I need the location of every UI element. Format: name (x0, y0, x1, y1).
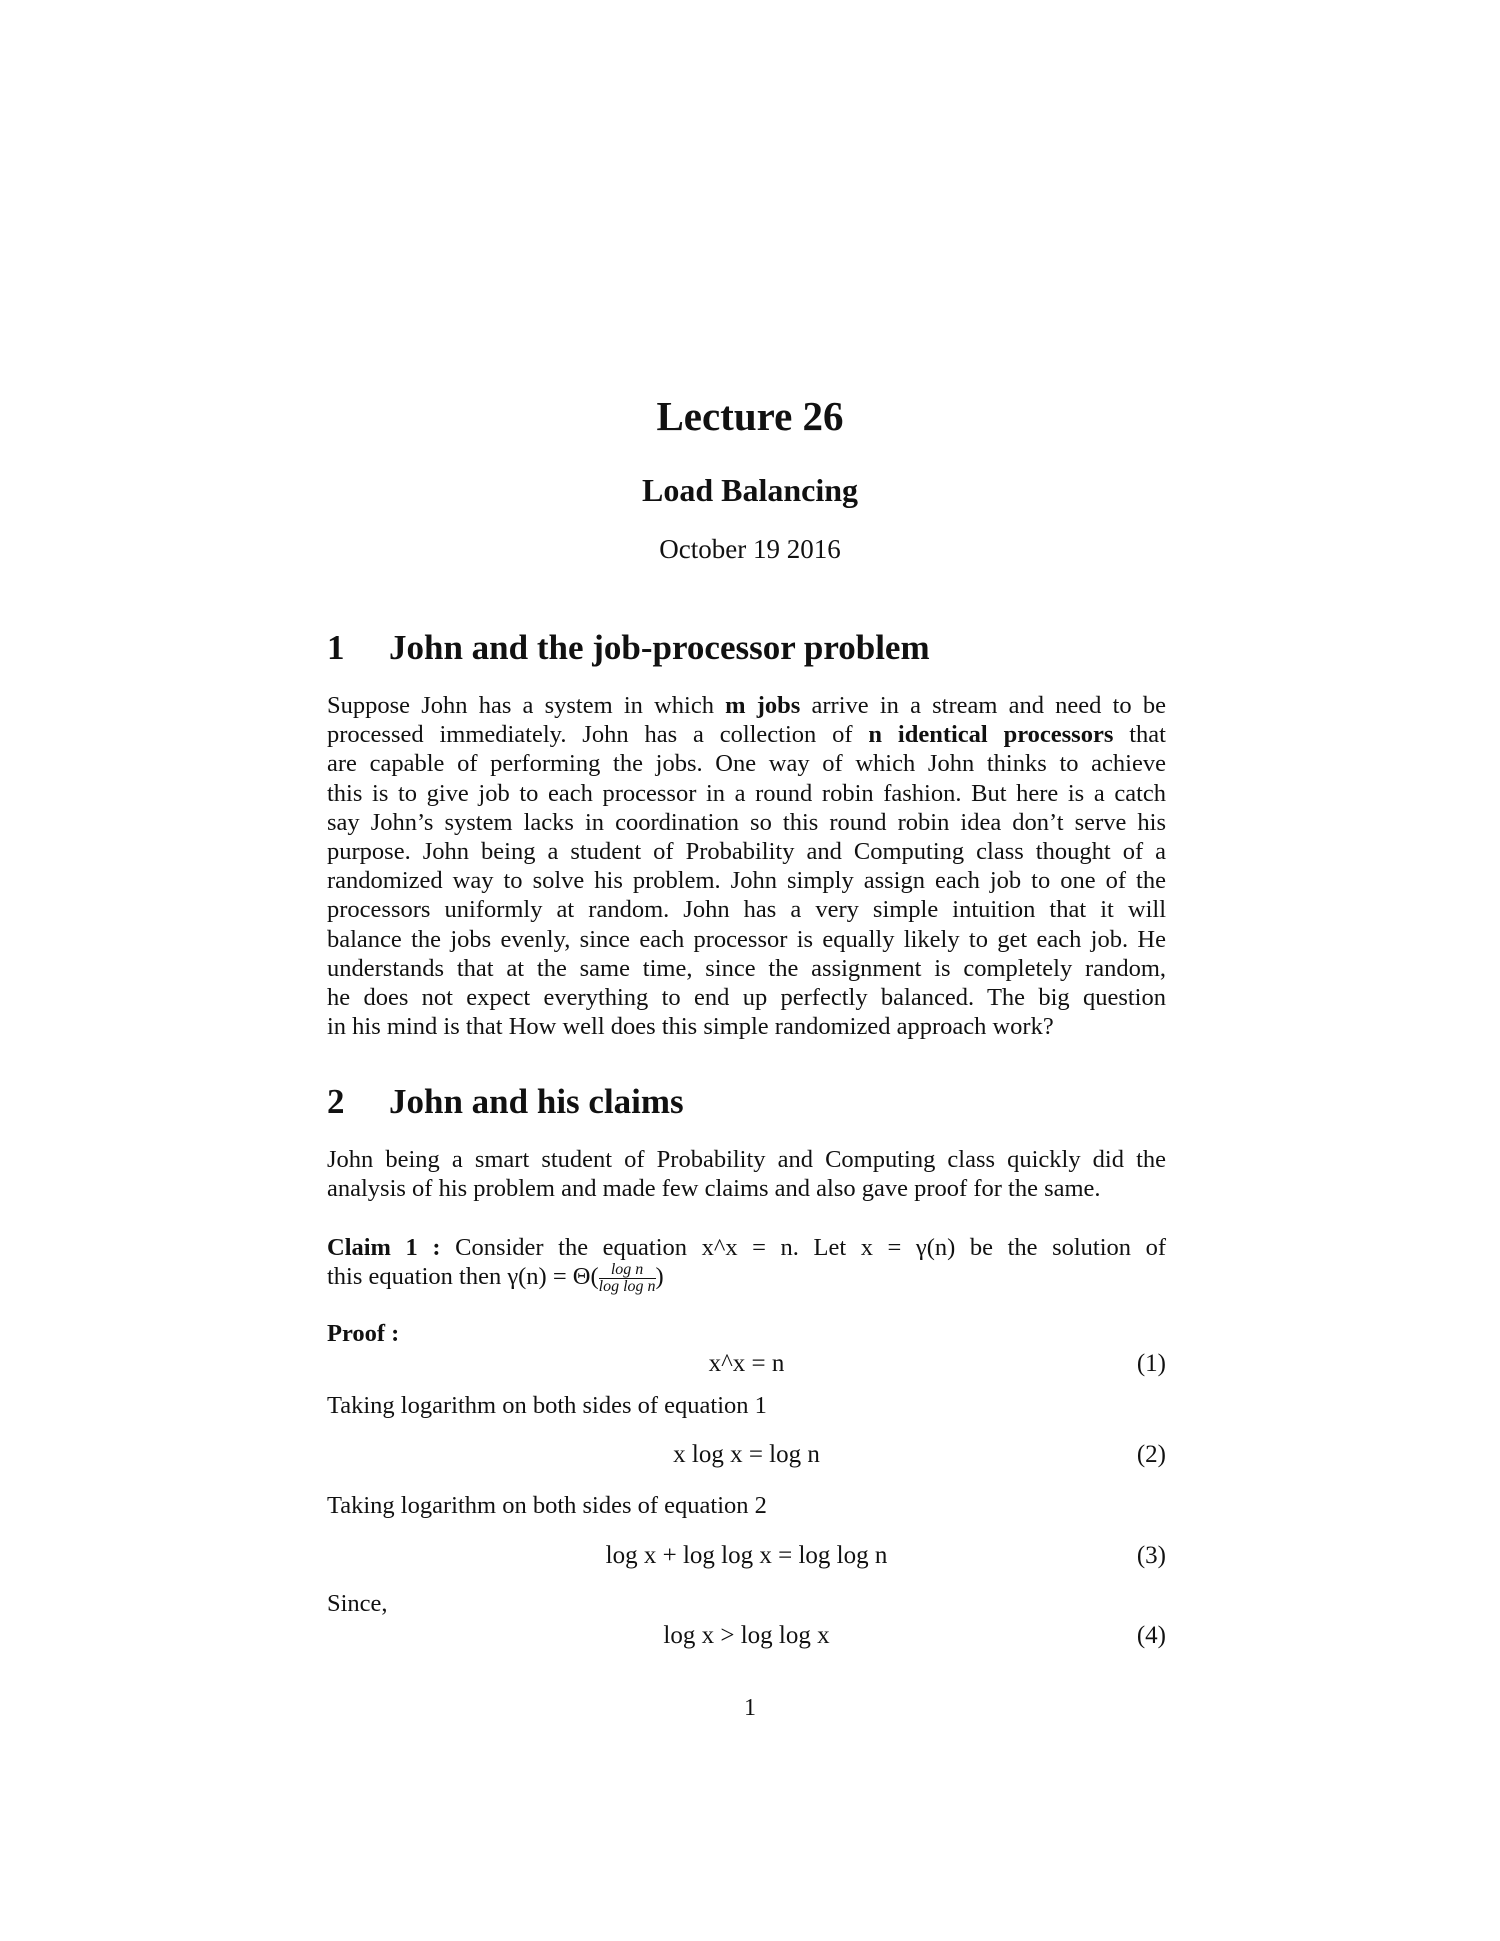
equation-3-number: (3) (1136, 1542, 1166, 1569)
text-segment: processed immediately. John has a collection of (327, 721, 869, 749)
text-segment: purpose. John being a student of Probability and Computing class thought of a (327, 838, 1166, 865)
page-number: 1 (744, 1695, 756, 1721)
text-line (327, 691, 1166, 720)
text-segment: John being a smart student of Probability and Computing class quickly did the (327, 1146, 1166, 1173)
text-line (327, 1174, 1166, 1203)
proof-label: Proof : (327, 1320, 400, 1347)
text-segment: say John’s system lacks in coordination so this round robin idea don’t serve his (327, 808, 1166, 836)
text-segment: balance the jobs evenly, since each processor is equally likely to get each job. He (327, 925, 1166, 953)
claim-label: Claim 1 : (327, 1234, 441, 1261)
section-1-heading (327, 628, 930, 668)
text-segment: processors uniformly at random. John has a very simple intuition that it will (327, 896, 1166, 924)
text-line (327, 1145, 1166, 1174)
equation-2-number: (2) (1136, 1441, 1166, 1468)
equation-4: log x > log log x (663, 1622, 830, 1649)
text-segment: are capable of performing the jobs. One way of which John thinks to achieve (327, 750, 1166, 778)
bold-term: n identical processors (868, 721, 1114, 749)
section-title: John and the job-processor problem (389, 628, 930, 667)
equation-1: x^x = n (708, 1350, 785, 1377)
text-segment: understands that at the same time, since the assignment is completely random, (327, 954, 1166, 982)
claim-text: ) (655, 1263, 664, 1290)
claim-line-2 (327, 1260, 664, 1295)
text-segment: in his mind is that How well does this simple randomized approach work? (327, 1013, 1054, 1041)
fraction (599, 1262, 656, 1295)
section-number: 2 (327, 1082, 345, 1121)
text-line (327, 808, 1166, 837)
text-line (327, 954, 1166, 983)
claim-text: this equation then γ(n) = Θ( (327, 1263, 599, 1290)
text-line (327, 895, 1166, 924)
equation-3: log x + log log x = log log n (605, 1542, 888, 1569)
text-segment: that (1113, 721, 1166, 749)
text-segment: arrive in a stream and need to be (800, 692, 1166, 719)
text-segment: randomized way to solve his problem. John simply assign each job to one of the (327, 867, 1166, 895)
section-title: John and his claims (389, 1082, 684, 1121)
text-line (327, 779, 1166, 808)
equation-4-number: (4) (1136, 1622, 1166, 1649)
claim-text: Consider the equation x^x = n. Let x = γ(n) be the solution of (455, 1234, 1167, 1261)
text-line (327, 866, 1166, 895)
fraction-numerator: log n (599, 1262, 656, 1279)
text-segment: Suppose John has a system in which (327, 692, 726, 719)
proof-text-3: Since, (327, 1590, 388, 1617)
equation-1-number: (1) (1136, 1350, 1166, 1377)
section-number: 1 (327, 628, 345, 667)
text-line (327, 1012, 1166, 1041)
text-segment: this is to give job to each processor in a round robin fashion. But here is a catch (327, 779, 1166, 807)
text-line (327, 749, 1166, 778)
bold-term: m jobs (725, 692, 801, 719)
proof-text-1: Taking logarithm on both sides of equation 1 (327, 1392, 767, 1419)
lecture-subtitle: Load Balancing (641, 472, 859, 508)
equation-2: x log x = log n (673, 1441, 820, 1468)
proof-text-2: Taking logarithm on both sides of equation 2 (327, 1492, 767, 1519)
lecture-title: Lecture 26 (656, 393, 844, 439)
section-2-heading (327, 1082, 684, 1122)
claim-line-1 (327, 1233, 1166, 1262)
lecture-date: October 19 2016 (659, 534, 841, 564)
fraction-denominator: log log n (598, 1277, 656, 1295)
text-line (327, 983, 1166, 1012)
text-segment: analysis of his problem and made few claims and also gave proof for the same. (327, 1175, 1101, 1203)
text-line (327, 720, 1166, 749)
text-segment: he does not expect everything to end up perfectly balanced. The big question (327, 984, 1166, 1011)
text-line (327, 925, 1166, 954)
text-line (327, 837, 1166, 866)
